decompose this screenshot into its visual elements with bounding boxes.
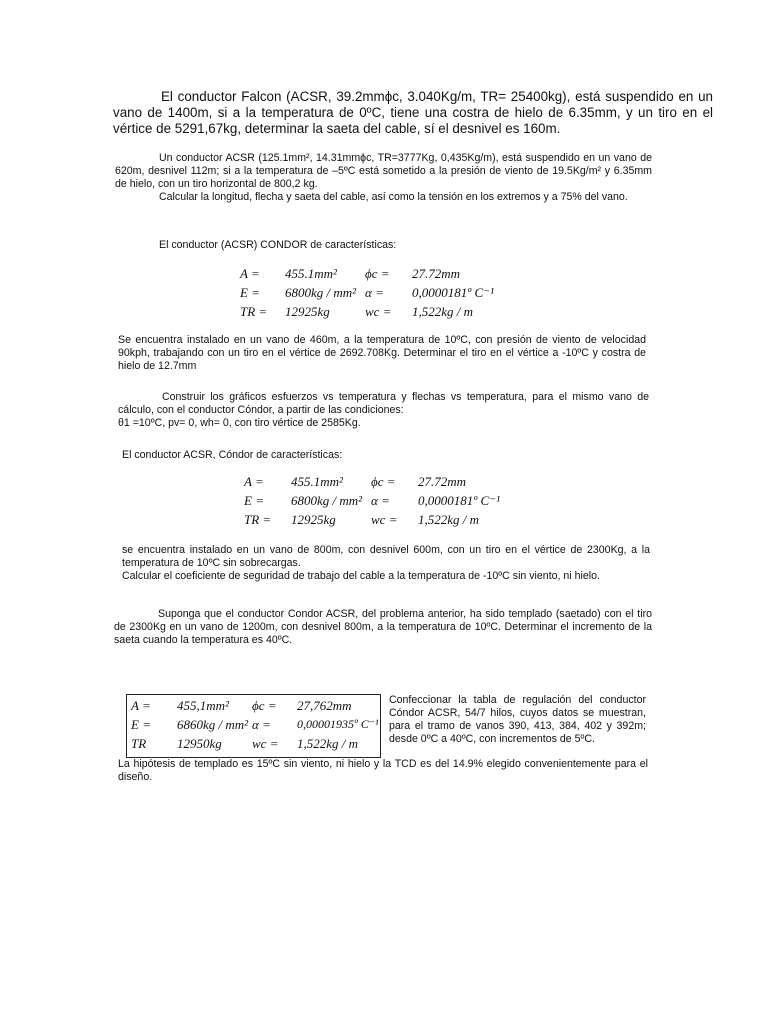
problem-4: [118, 391, 649, 430]
problem-3: [118, 334, 646, 373]
problem-5-title: El conductor ACSR, Cóndor de características:: [122, 449, 343, 461]
problem-3-title: El conductor (ACSR) CONDOR de características:: [159, 239, 397, 251]
formula-box: [126, 694, 381, 758]
formula-block-3: A = 455,1mm² ϕc = 27,762mm E = 6860kg / mm² α = 0,00001935º C⁻¹ TR 12950kg wc = 1,522kg / m: [131, 697, 379, 751]
problem-1-text: El conductor Falcon (ACSR, 39.2mmϕc, 3.040Kg/m, TR= 25400kg), está suspendido en un vano de 1400m, si a la temperatura de 0ºC, tiene una costra de hielo de 6.35mm, y un tiro en el vértice de 5291,67kg, determinar la saeta del cable, sí el desnivel es 160m.: [113, 89, 713, 136]
problem-6-text: Suponga que el conductor Condor ACSR, del problema anterior, ha sido templado (saetado) con el tiro de 2300Kg en un vano de 1200m, con desnivel 800m, a la temperatura de 10ºC. Determinar el incremento de la saeta cuando la temperatura es 40ºC.: [114, 608, 652, 646]
problem-7-hypothesis: [118, 758, 648, 784]
formula-block-1: A = 455.1mm² ϕc = 27.72mm E = 6800kg / mm² α = 0,0000181º C⁻¹ TR = 12925kg wc = 1,522kg / m: [240, 265, 494, 319]
problem-7-text: Confeccionar la tabla de regulación del conductor Cóndor ACSR, 54/7 hilos, cuyos datos se muestran, para el tramo de vanos 390, 413, 384, 402 y 392m; desde 0ºC a 40ºC, con incrementos de 5ºC.: [389, 694, 646, 745]
problem-5-statement: se encuentra instalado en un vano de 800m, con desnivel 600m, con un tiro en el vértice de 2300Kg, a la temperatura de 10ºC sin sobrecargas.: [122, 544, 650, 569]
problem-7: [389, 694, 646, 746]
problem-4-conditions: θ1 =10ºC, pv= 0, wh= 0, con tiro vértice de 2585Kg.: [118, 417, 361, 429]
problem-2-question: Calcular la longitud, flecha y saeta del cable, así como la tensión en los extremos y a 75% del vano.: [159, 191, 628, 203]
problem-1: [113, 89, 713, 137]
formula-block-2: A = 455.1mm² ϕc = 27.72mm E = 6800kg / mm² α = 0,0000181º C⁻¹ TR = 12925kg wc = 1,522kg / m: [244, 473, 500, 527]
problem-3-text: Se encuentra instalado en un vano de 460m, a la temperatura de 10ºC, con presión de viento de velocidad 90kph, trabajando con un tiro en el vértice de 2692.708Kg. Determinar el tiro en el vértice a -10ºC y costra de hielo de 12.7mm: [118, 334, 646, 372]
problem-4-statement: Construir los gráficos esfuerzos vs temperatura y flechas vs temperatura, para el mismo vano de cálculo, con el conductor Cóndor, a partir de las condiciones:: [118, 391, 649, 416]
problem-2-statement: Un conductor ACSR (125.1mm², 14.31mmϕc, TR=3777Kg, 0,435Kg/m), está suspendido en un vano de 620m, desnivel 112m; si a la temperatura de –5ºC está sometido a la presión de viento de 19.5Kg/m² y 6.35mm de hielo, con un tiro horizontal de 800,2 kg.: [115, 152, 652, 190]
problem-5-question: Calcular el coeficiente de seguridad de trabajo del cable a la temperatura de -10ºC sin viento, ni hielo.: [122, 570, 600, 582]
problem-5: [122, 544, 650, 583]
problem-7-hypothesis-text: La hipótesis de templado es 15ºC sin viento, ni hielo y la TCD es del 14.9% elegido convenientemente para el diseño.: [118, 758, 648, 783]
problem-2: [115, 152, 652, 204]
problem-6: [114, 608, 652, 647]
